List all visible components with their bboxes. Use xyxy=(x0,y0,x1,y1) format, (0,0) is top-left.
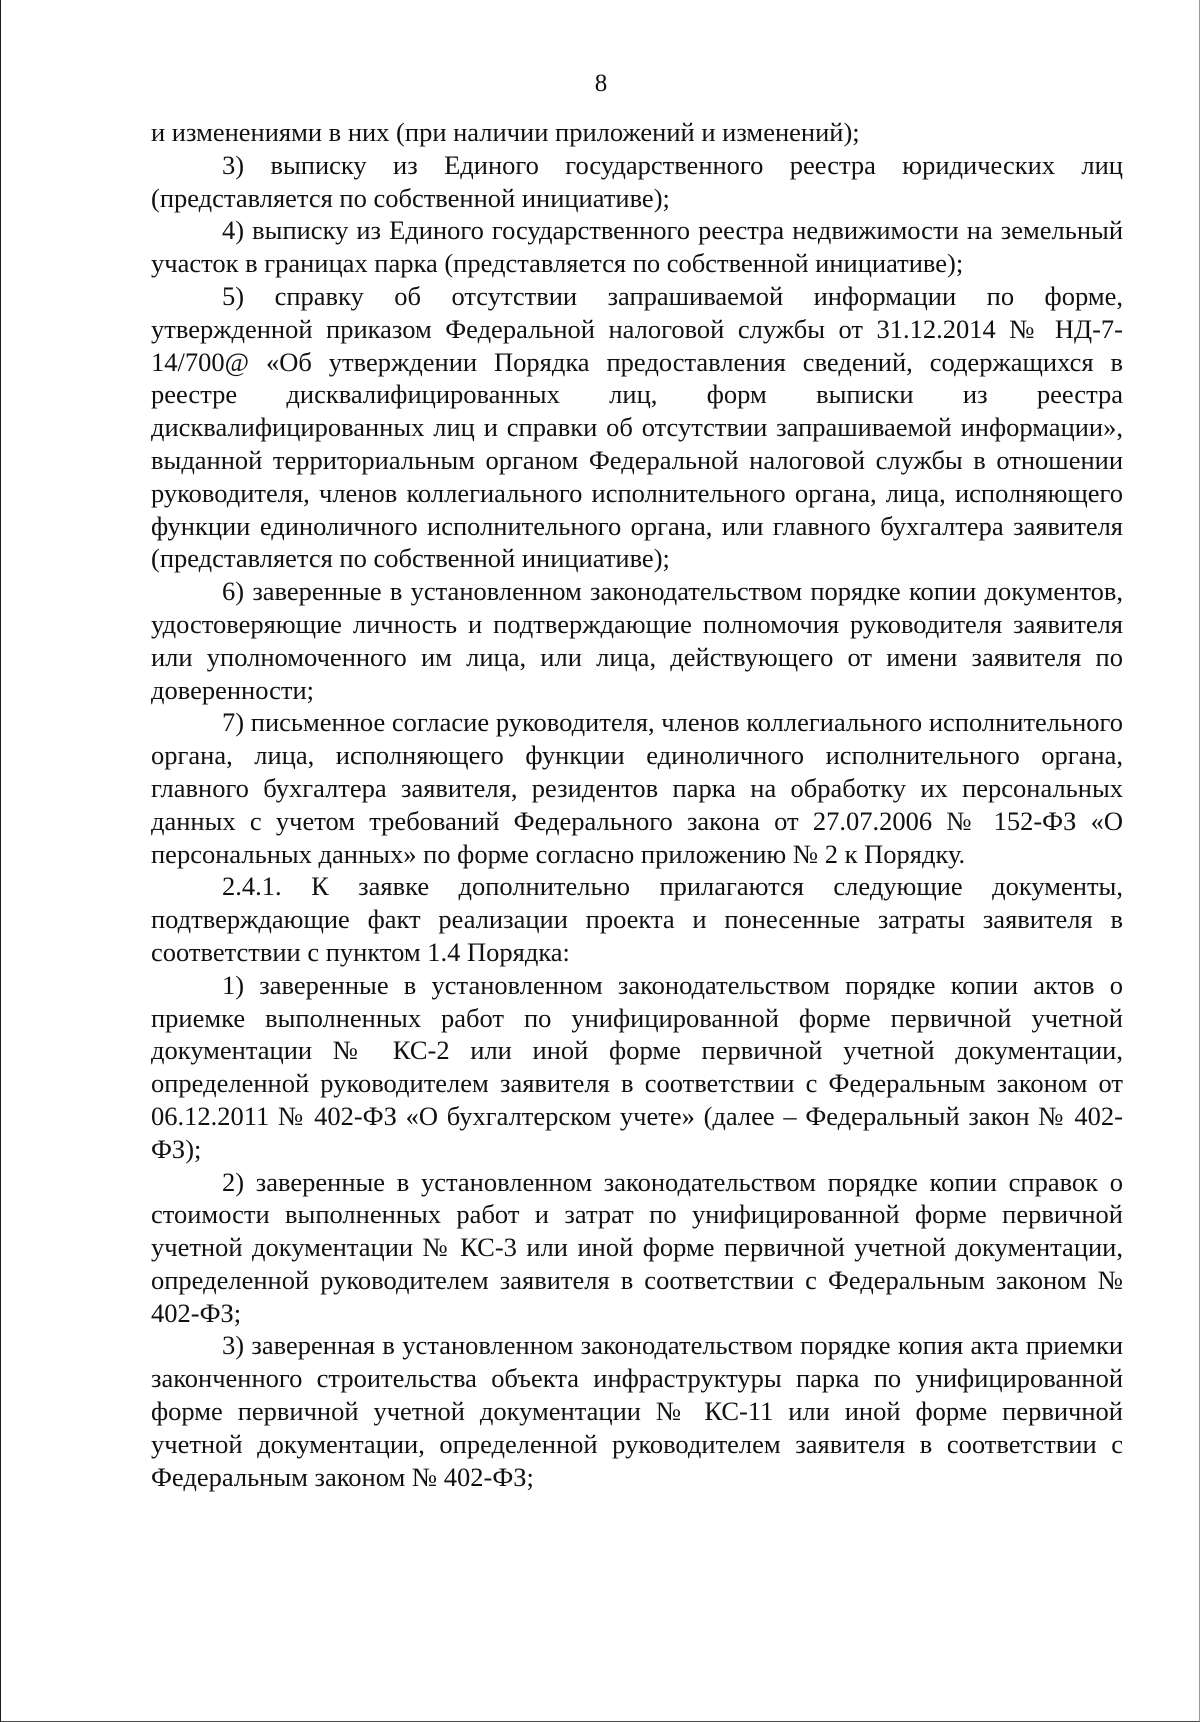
page-number: 8 xyxy=(594,70,608,97)
paragraph-subitem-3: 3) заверенная в установленном законодательством порядке копия акта приемки законченного строительства объекта инфраструктуры парка по унифицированной форме первичной учетной документации № КС-11 или иной форме первичной учетной документации, определенной руководителем заявителя в соответствии с Федеральным законом № 402-ФЗ; xyxy=(151,1330,1123,1492)
paragraph-item-7: 7) письменное согласие руководителя, членов коллегиального исполнительного органа, лица, исполняющего функции единоличного исполнительного органа, главного бухгалтера заявителя, резидентов парка на обработку их персональных данных с учетом требований Федерального закона от 27.07.2006 № 152-ФЗ «О персональных данных» по форме согласно приложению № 2 к Порядку. xyxy=(151,707,1123,869)
paragraph-2-4-1: 2.4.1. К заявке дополнительно прилагаются следующие документы, подтверждающие факт реализации проекта и понесенные затраты заявителя в соответствии с пунктом 1.4 Порядка: xyxy=(151,871,1123,967)
paragraph-subitem-1: 1) заверенные в установленном законодательством порядке копии актов о приемке выполненных работ по унифицированной форме первичной учетной документации № КС-2 или иной форме первичной учетной документации, определенной руководителем заявителя в соответствии с Федеральным законом от 06.12.2011 № 402-ФЗ «О бухгалтерском учете» (далее – Федеральный закон № 402-ФЗ); xyxy=(151,969,1123,1164)
paragraph-continuation: и изменениями в них (при наличии приложений и изменений); xyxy=(151,117,860,147)
paragraph-item-4: 4) выписку из Единого государственного реестра недвижимости на земельный участок в границах парка (представляется по собственной инициативе); xyxy=(151,215,1123,279)
paragraph-item-5: 5) справку об отсутствии запрашиваемой информации по форме, утвержденной приказом Федеральной налоговой службы от 31.12.2014 № НД-7-14/700@ «Об утверждении Порядка предоставления сведений, содержащихся в реестре дисквалифицированных лиц, форм выписки из реестра дисквалифицированных лиц и справки об отсутствии запрашиваемой информации», выданной территориальным органом Федеральной налоговой службы в отношении руководителя, членов коллегиального исполнительного органа, лица, исполняющего функции единоличного исполнительного органа, или главного бухгалтера заявителя (представляется по собственной инициативе); xyxy=(151,280,1123,574)
document-body xyxy=(151,116,1123,1493)
paragraph-item-6: 6) заверенные в установленном законодательством порядке копии документов, удостоверяющие личность и подтверждающие полномочия руководителя заявителя или уполномоченного им лица, или лица, действующего от имени заявителя по доверенности; xyxy=(151,576,1123,705)
paragraph-subitem-2: 2) заверенные в установленном законодательством порядке копии справок о стоимости выполненных работ и затрат по унифицированной форме первичной учетной документации № КС-3 или иной форме первичной учетной документации, определенной руководителем заявителя в соответствии с Федеральным законом № 402-ФЗ; xyxy=(151,1166,1123,1328)
paragraph-item-3: 3) выписку из Единого государственного реестра юридических лиц (представляется по собственной инициативе); xyxy=(151,149,1123,213)
